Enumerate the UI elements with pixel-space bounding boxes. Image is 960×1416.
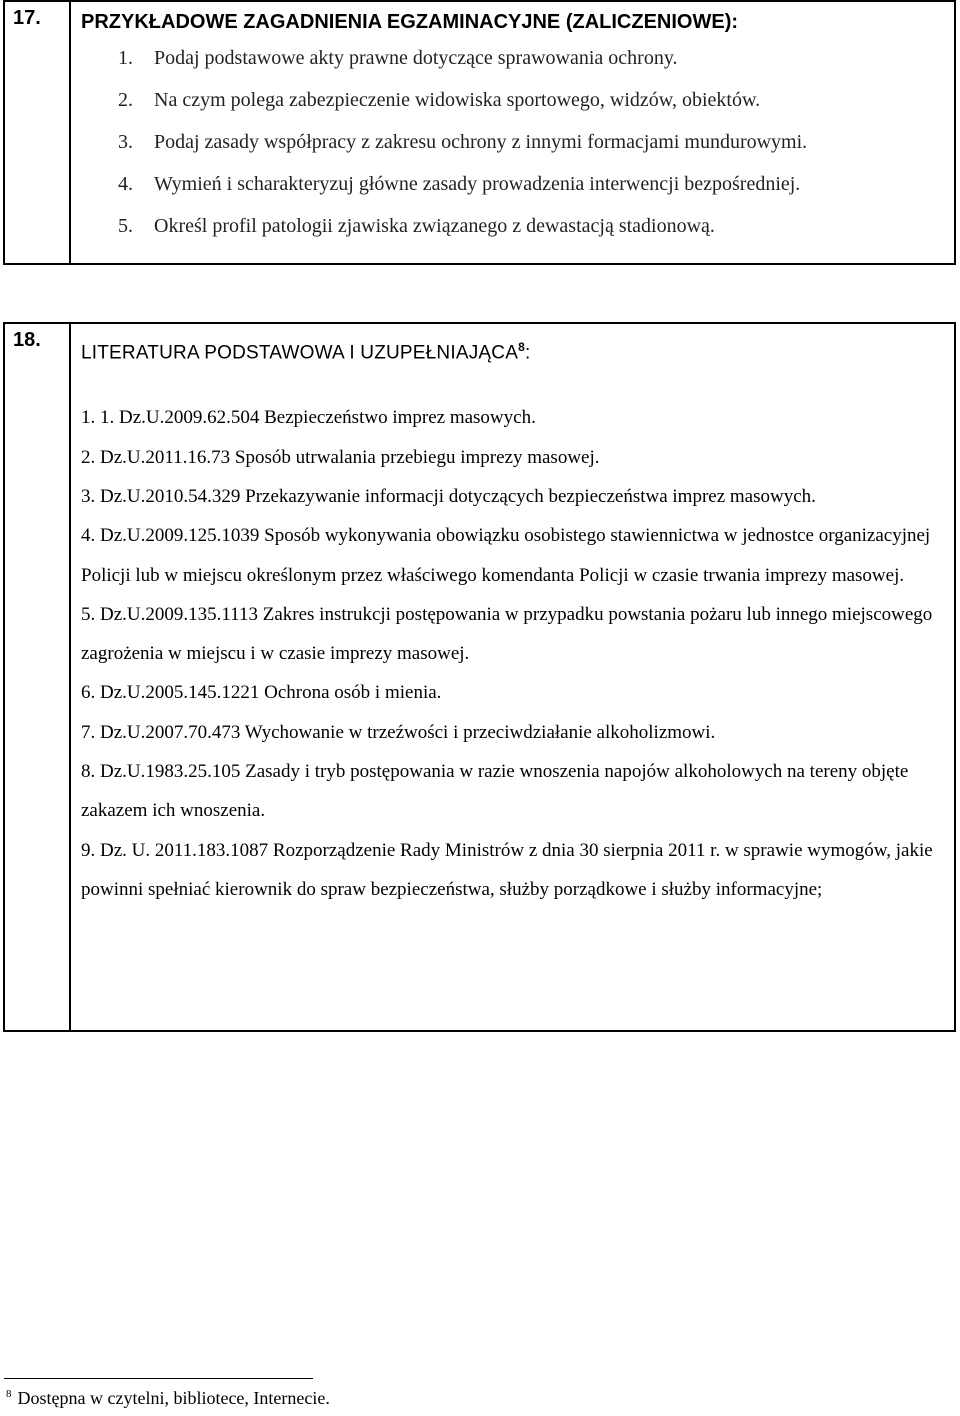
list-item: 5. Dz.U.2009.135.1113 Zakres instrukcji postępowania w przypadku powstania pożaru lub innego miejscowego zagrożenia w miejscu i w czasie imprezy masowej.: [81, 603, 933, 665]
footnote-text: Dostępna w czytelni, bibliotece, Internecie.: [17, 1388, 330, 1408]
list-item: 1. 1. Dz.U.2009.62.504 Bezpieczeństwo imprez masowych.: [81, 407, 536, 429]
exam-questions-list: [81, 37, 954, 247]
section-17-number: 17.: [4, 1, 70, 264]
section-17-content: [70, 1, 955, 264]
list-item: 4. Wymień i scharakteryzuj główne zasady prowadzenia interwencji bezpośredniej.: [118, 173, 801, 195]
section-17-heading: PRZYKŁADOWE ZAGADNIENIA EGZAMINACYJNE (ZALICZENIOWE):: [81, 11, 739, 33]
list-item: 9. Dz. U. 2011.183.1087 Rozporządzenie Rady Ministrów z dnia 30 sierpnia 2011 r. w sprawie wymogów, jakie powinni spełniać kierownik do spraw bezpieczeństwa, służby porządkowe i służby informacyjne;: [81, 839, 933, 900]
list-item: 2. Na czym polega zabezpieczenie widowiska sportowego, widzów, obiektów.: [118, 89, 761, 111]
section-18-number: 18.: [4, 323, 70, 1031]
list-item: 2. Dz.U.2011.16.73 Sposób utrwalania przebiegu imprezy masowej.: [81, 446, 600, 468]
section-18-table: [3, 322, 956, 1032]
list-item: 3. Dz.U.2010.54.329 Przekazywanie informacji dotyczących bezpieczeństwa imprez masowych.: [81, 485, 816, 507]
list-item: 5. Określ profil patologii zjawiska związanego z dewastacją stadionową.: [118, 215, 715, 237]
footnote: [6, 1388, 330, 1409]
literature-list: [81, 398, 954, 909]
list-item: 8. Dz.U.1983.25.105 Zasady i tryb postępowania w razie wnoszenia napojów alkoholowych na tereny objęte zakazem ich wnoszenia.: [81, 761, 909, 822]
footnote-reference[interactable]: 8: [518, 340, 525, 354]
list-item: 6. Dz.U.2005.145.1221 Ochrona osób i mienia.: [81, 682, 442, 704]
footnote-divider: [4, 1378, 313, 1379]
list-item: 1. Podaj podstawowe akty prawne dotyczące sprawowania ochrony.: [118, 47, 678, 69]
list-item: 7. Dz.U.2007.70.473 Wychowanie w trzeźwości i przeciwdziałanie alkoholizmowi.: [81, 721, 716, 743]
list-item: 3. Podaj zasady współpracy z zakresu ochrony z innymi formacjami mundurowymi.: [118, 131, 808, 153]
section-17-table: [3, 0, 956, 265]
section-18-heading: LITERATURA PODSTAWOWA I UZUPEŁNIAJĄCA$^8$:: [81, 340, 531, 364]
footnote-mark: 8: [6, 1388, 12, 1400]
list-item: 4. Dz.U.2009.125.1039 Sposób wykonywania obowiązku osobistego stawiennictwa w jednostce organizacyjnej Policji lub w miejscu określonym przez właściwego komendanta Policji w czasie trwania imprezy masowej.: [81, 525, 931, 586]
section-18-content: [70, 323, 955, 1031]
